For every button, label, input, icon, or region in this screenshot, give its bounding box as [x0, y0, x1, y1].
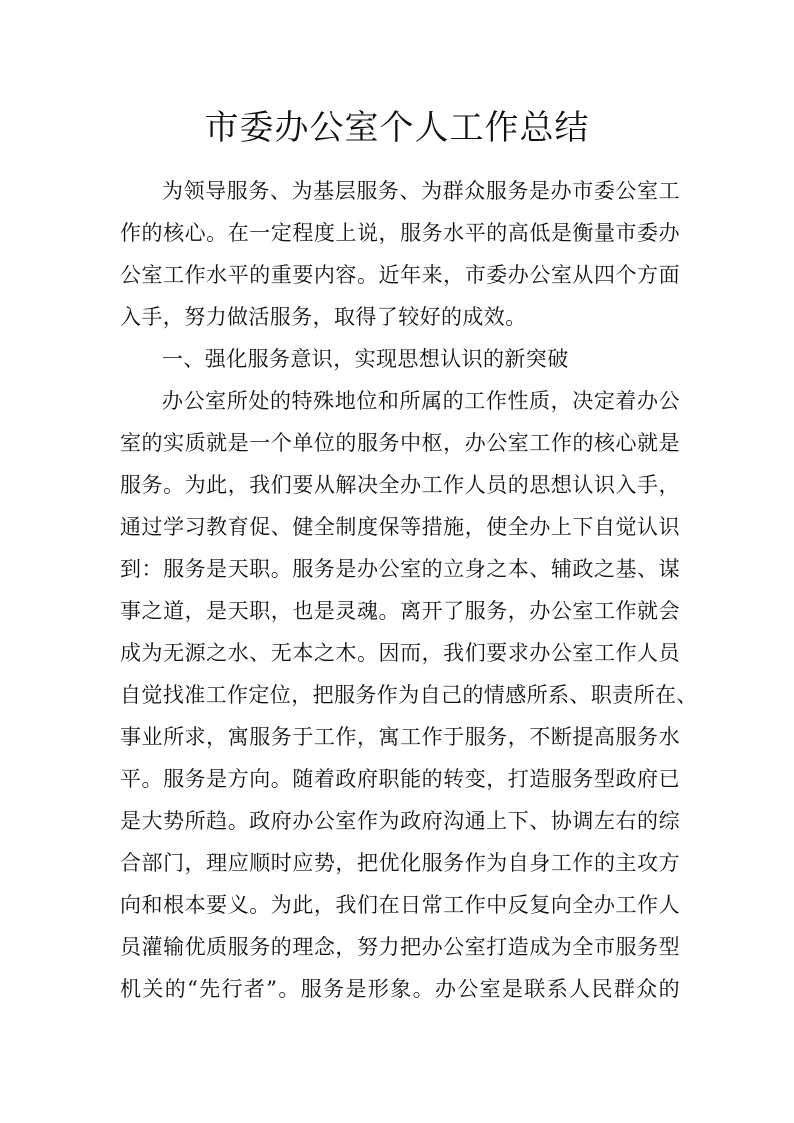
paragraph-line: 向和根本要义。为此，我们在日常工作中反复向全办工作人 — [120, 893, 680, 917]
paragraph-line: 事业所求，寓服务于工作，寓工作于服务，不断提高服务水 — [120, 725, 680, 749]
paragraph-line: 自觉找准工作定位，把服务作为自己的情感所系、职责所在、 — [120, 683, 698, 707]
paragraph-line: 员灌输优质服务的理念，努力把办公室打造成为全市服务型 — [120, 935, 680, 959]
paragraph-line: 室的实质就是一个单位的服务中枢，办公室工作的核心就是 — [120, 431, 680, 455]
document-body — [120, 170, 698, 1010]
paragraph-line: 是大势所趋。政府办公室作为政府沟通上下、协调左右的综 — [120, 809, 680, 833]
paragraph-line: 到：服务是天职。服务是办公室的立身之本、辅政之基、谋 — [120, 557, 680, 581]
paragraph-line: 平。服务是方向。随着政府职能的转变，打造服务型政府已 — [120, 767, 680, 791]
paragraph-line: 为领导服务、为基层服务、为群众服务是办市委公室工 — [162, 179, 680, 203]
paragraph-line: 合部门，理应顺时应势，把优化服务作为自身工作的主攻方 — [120, 851, 680, 875]
paragraph-line: 事之道，是天职，也是灵魂。离开了服务，办公室工作就会 — [120, 599, 680, 623]
paragraph-line: 办公室所处的特殊地位和所属的工作性质，决定着办公 — [162, 389, 680, 413]
section-heading: 一、强化服务意识，实现思想认识的新突破 — [162, 347, 569, 371]
paragraph-line: 机关的“先行者”。服务是形象。办公室是联系人民群众的 — [120, 977, 680, 1001]
paragraph-line: 通过学习教育促、健全制度保等措施，使全办上下自觉认识 — [120, 515, 680, 539]
paragraph-line: 入手，努力做活服务，取得了较好的成效。 — [120, 305, 527, 329]
paragraph-line: 成为无源之水、无本之木。因而，我们要求办公室工作人员 — [120, 641, 680, 665]
paragraph-line: 服务。为此，我们要从解决全办工作人员的思想认识入手， — [120, 473, 680, 497]
paragraph-line: 公室工作水平的重要内容。近年来，市委办公室从四个方面 — [120, 263, 680, 287]
paragraph-line: 作的核心。在一定程度上说，服务水平的高低是衡量市委办 — [120, 221, 680, 245]
document-title: 市委办公室个人工作总结 — [204, 108, 590, 148]
